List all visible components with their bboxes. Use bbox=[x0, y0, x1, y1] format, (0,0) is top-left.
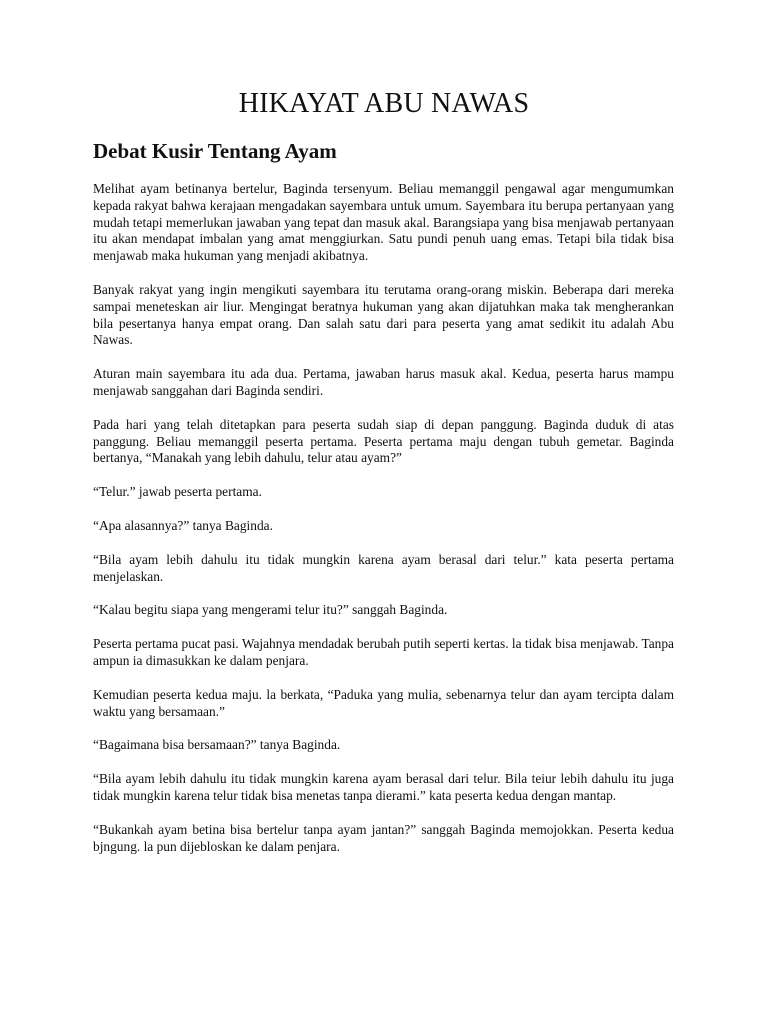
paragraph: “Bukankah ayam betina bisa bertelur tanpa ayam jantan?” sanggah Baginda memojokkan. Peserta kedua bjngung. la pun dijebloskan ke dalam penjara. bbox=[93, 821, 674, 854]
paragraph: Melihat ayam betinanya bertelur, Baginda tersenyum. Beliau memanggil pengawal agar mengumumkan kepada rakyat bahwa kerajaan mengadakan sayembara untuk umum. Sayembara itu berupa pertanyaan yang mudah tetapi memerlukan jawaban yang tepat dan masuk akal. Barangsiapa yang bisa menjawab pertanyaan itu akan mendapat imbalan yang amat menggiurkan. Satu pundi penuh uang emas. Tetapi bila tidak bisa menjawab maka hukuman yang menjadi akibatnya. bbox=[93, 181, 674, 264]
document-body bbox=[93, 181, 674, 872]
paragraph: “Bagaimana bisa bersamaan?” tanya Baginda. bbox=[93, 737, 341, 753]
paragraph: “Apa alasannya?” tanya Baginda. bbox=[93, 517, 273, 533]
paragraph: Aturan main sayembara itu ada dua. Pertama, jawaban harus masuk akal. Kedua, peserta harus mampu menjawab sanggahan dari Baginda sendiri. bbox=[93, 366, 674, 398]
paragraph: Pada hari yang telah ditetapkan para peserta sudah siap di depan panggung. Baginda duduk di atas panggung. Beliau memanggil peserta pertama. Peserta pertama maju dengan tubuh gemetar. Baginda bertanya, “Manakah yang lebih dahulu, telur atau ayam?” bbox=[93, 416, 674, 466]
document-subtitle: Debat Kusir Tentang Ayam bbox=[93, 139, 337, 163]
paragraph: “Bila ayam lebih dahulu itu tidak mungkin karena ayam berasal dari telur. Bila teiur lebih dahulu itu juga tidak mungkin karena telur tidak bisa menetas tanpa dierami.” kata peserta kedua dengan mantap. bbox=[93, 771, 674, 803]
paragraph: Peserta pertama pucat pasi. Wajahnya mendadak berubah putih seperti kertas. la tidak bisa menjawab. Tanpa ampun ia dimasukkan ke dalam penjara. bbox=[93, 636, 674, 668]
document-title: HIKAYAT ABU NAWAS bbox=[238, 88, 530, 119]
paragraph: “Bila ayam lebih dahulu itu tidak mungkin karena ayam berasal dari telur.” kata peserta pertama menjelaskan. bbox=[93, 551, 674, 584]
paragraph: “Kalau begitu siapa yang mengerami telur itu?” sanggah Baginda. bbox=[93, 602, 448, 618]
paragraph: “Telur.” jawab peserta pertama. bbox=[93, 484, 262, 500]
paragraph: Banyak rakyat yang ingin mengikuti sayembara itu terutama orang-orang miskin. Beberapa dari mereka sampai meneteskan air liur. Mengingat beratnya hukuman yang akan dijatuhkan maka tak mengherankan bila pesertanya hanya empat orang. Dan salah satu dari para peserta yang amat sedikit itu adalah Abu Nawas. bbox=[93, 281, 674, 348]
paragraph: Kemudian peserta kedua maju. la berkata, “Paduka yang mulia, sebenarnya telur dan ayam tercipta dalam waktu yang bersamaan.” bbox=[93, 686, 674, 719]
